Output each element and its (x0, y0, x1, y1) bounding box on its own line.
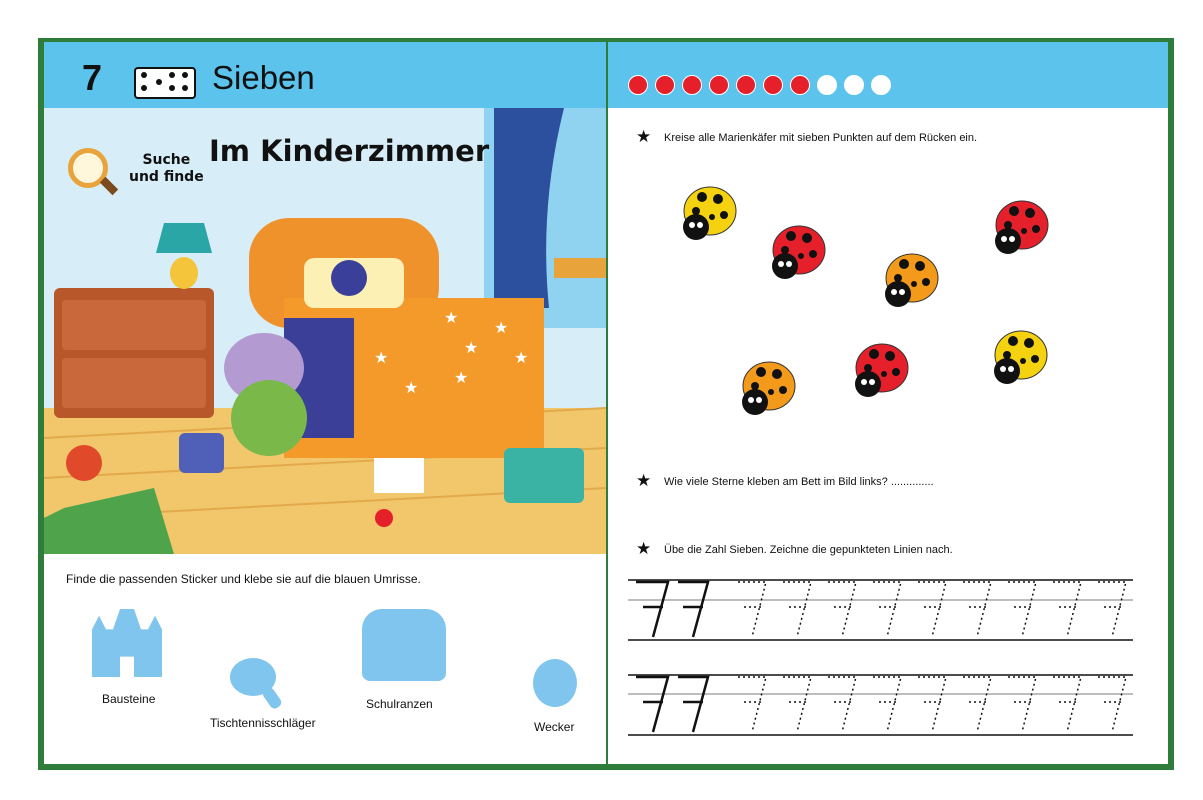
task-star-icon: ★ (636, 471, 652, 490)
book-spread (38, 38, 1174, 770)
right-page (608, 42, 1168, 764)
svg-text:★: ★ (494, 320, 509, 337)
sticker-instruction: Finde die passenden Sticker und klebe sie auf die blauen Umrisse. (66, 572, 421, 586)
progress-dot-empty (817, 75, 837, 95)
building-blocks-silhouette (92, 609, 162, 677)
svg-text:★: ★ (464, 340, 479, 357)
progress-dot-filled (628, 75, 648, 95)
chapter-number: 7 (82, 57, 103, 98)
svg-text:★: ★ (404, 380, 419, 397)
school-bag-silhouette (362, 609, 446, 681)
task-practice-seven: Übe die Zahl Sieben. Zeichne die gepunkteten Linien nach. (664, 544, 953, 556)
task-count-stars: Wie viele Sterne kleben am Bett im Bild links? .............. (664, 476, 934, 488)
progress-dot-filled (682, 75, 702, 95)
task-star-icon: ★ (636, 539, 652, 558)
progress-dot-filled (736, 75, 756, 95)
sticker-label-bausteine: Bausteine (102, 692, 156, 706)
ladybug-icon[interactable] (733, 360, 797, 425)
task-star-icon: ★ (636, 127, 652, 146)
progress-dot-empty (844, 75, 864, 95)
handwriting-practice (608, 562, 1168, 762)
sticker-label-wecker: Wecker (534, 720, 575, 734)
ladybug-icon[interactable] (763, 224, 827, 289)
bedroom-illustration (44, 108, 606, 554)
ladybug-icon[interactable] (985, 329, 1049, 394)
search-label-line1: Suche (142, 152, 191, 168)
progress-header (608, 42, 1168, 108)
ladybug-icon[interactable] (846, 342, 910, 407)
svg-text:★: ★ (444, 310, 459, 327)
progress-dot-filled (655, 75, 675, 95)
progress-dot-filled (709, 75, 729, 95)
sticker-label-tischtennisschlaeger: Tischtennisschläger (210, 716, 316, 730)
progress-dot-filled (790, 75, 810, 95)
table-tennis-handle-silhouette (261, 686, 283, 711)
progress-dot-empty (871, 75, 891, 95)
scene-title: Im Kinderzimmer (209, 134, 490, 168)
ladybug-icon[interactable] (674, 185, 738, 250)
progress-dot-filled (763, 75, 783, 95)
svg-text:★: ★ (374, 350, 389, 367)
task-ladybugs: Kreise alle Marienkäfer mit sieben Punkten auf dem Rücken ein. (664, 132, 978, 144)
alarm-clock-silhouette (533, 659, 577, 707)
domino-icon (134, 67, 196, 99)
search-and-find-label (129, 152, 204, 186)
left-page (44, 42, 606, 764)
ladybug-icon[interactable] (876, 252, 940, 317)
svg-text:★: ★ (454, 370, 469, 387)
chapter-word: Sieben (212, 59, 315, 96)
search-label-line2: und finde (129, 169, 204, 185)
ladybug-icon[interactable] (986, 199, 1050, 264)
sticker-label-schulranzen: Schulranzen (366, 697, 433, 711)
svg-text:★: ★ (514, 350, 529, 367)
chapter-header (44, 42, 606, 108)
